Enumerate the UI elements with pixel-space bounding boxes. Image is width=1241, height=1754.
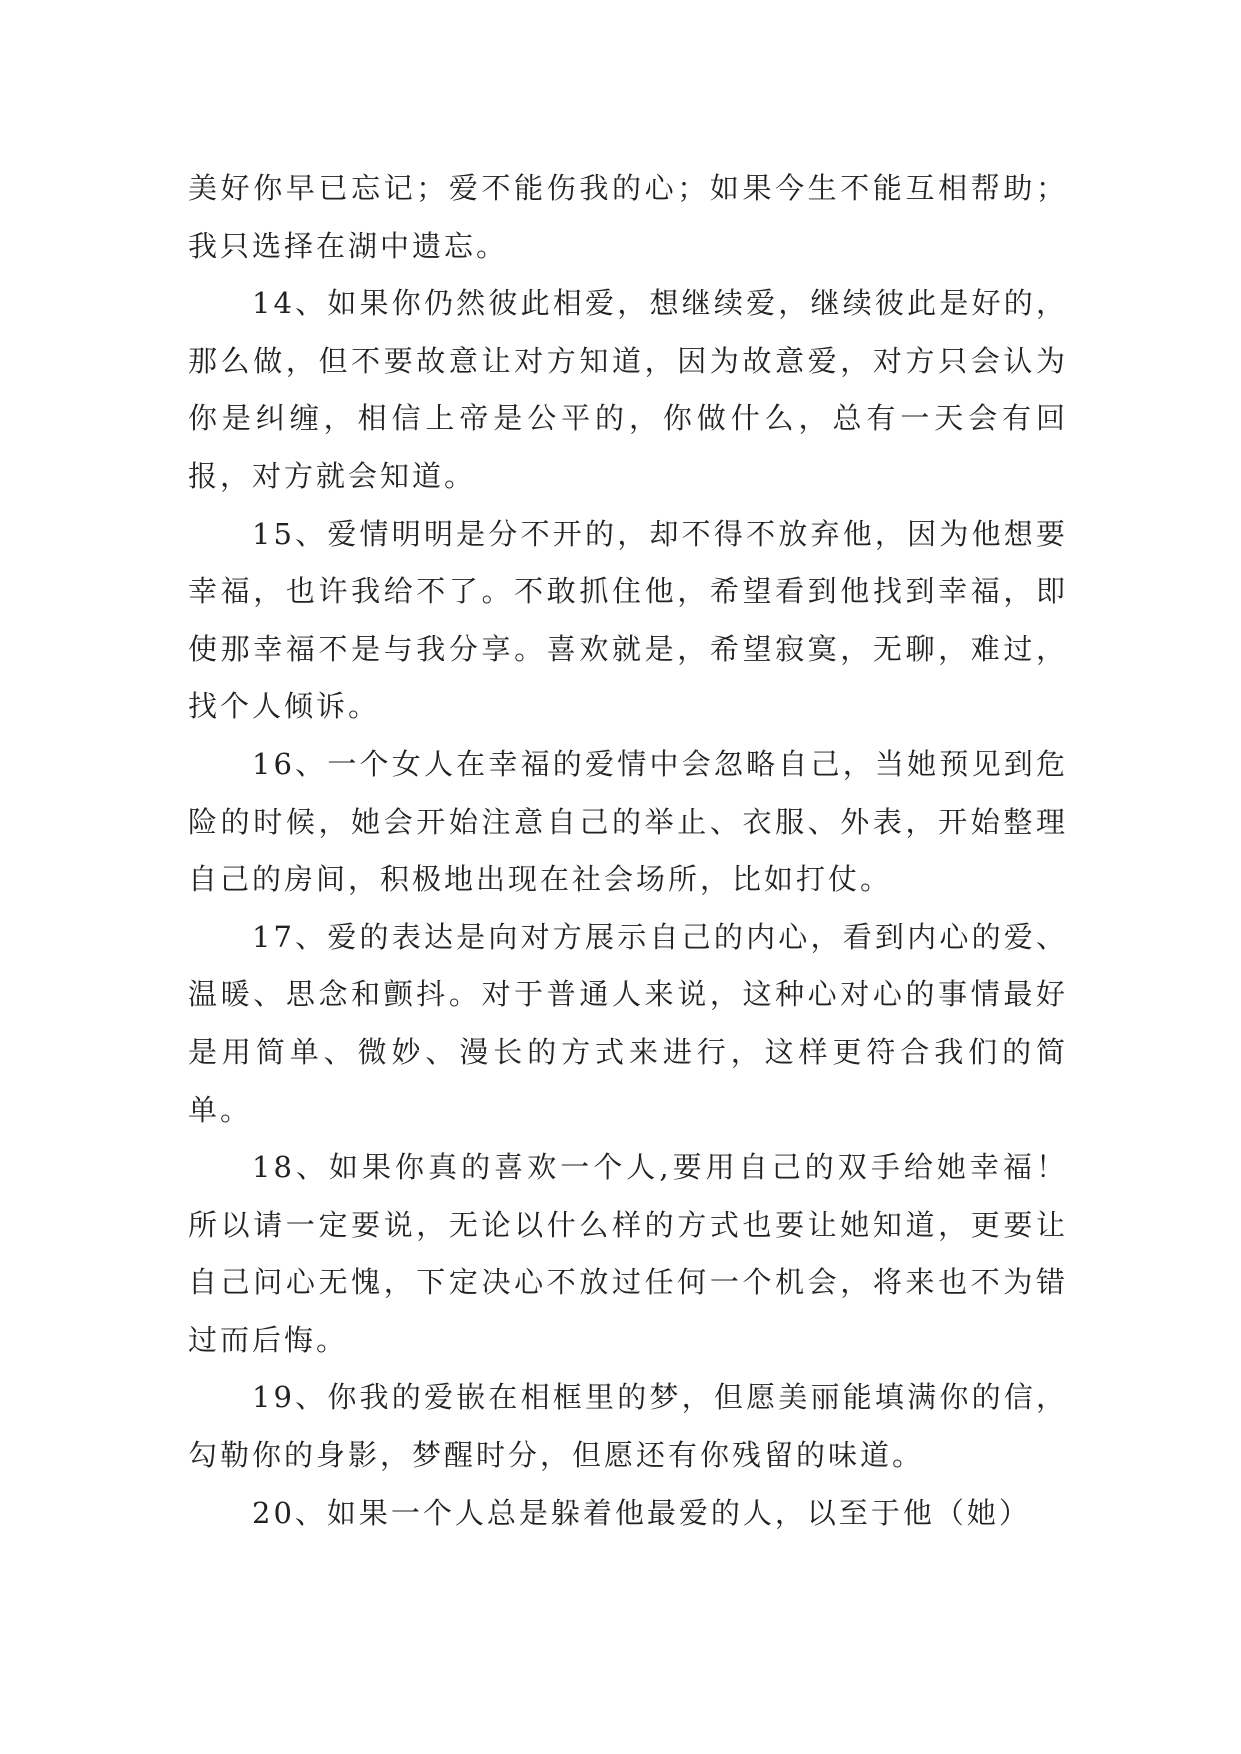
paragraph: 19、你我的爱嵌在相框里的梦，但愿美丽能填满你的信，勾勒你的身影，梦醒时分，但愿还有你残留的味道。	[188, 1380, 1068, 1473]
paragraph: 17、爱的表达是向对方展示自己的内心，看到内心的爱、温暖、思念和颤抖。对于普通人来说，这种心对心的事情最好是用简单、微妙、漫长的方式来进行，这样更符合我们的简单。	[188, 919, 1068, 1127]
paragraph: 15、爱情明明是分不开的，却不得不放弃他，因为他想要幸福，也许我给不了。不敢抓住他，希望看到他找到幸福，即使那幸福不是与我分享。喜欢就是，希望寂寞，无聊，难过，找个人倾诉。	[188, 516, 1068, 724]
paragraph: 20、如果一个人总是躲着他最爱的人，以至于他（她）	[252, 1495, 1031, 1530]
document-body	[188, 160, 1068, 1542]
paragraph: 16、一个女人在幸福的爱情中会忽略自己，当她预见到危险的时候，她会开始注意自己的举止、衣服、外表，开始整理自己的房间，积极地出现在社会场所，比如打仗。	[188, 746, 1068, 897]
paragraph: 14、如果你仍然彼此相爱，想继续爱，继续彼此是好的，那么做，但不要故意让对方知道，因为故意爱，对方只会认为你是纠缠，相信上帝是公平的，你做什么，总有一天会有回报，对方就会知道。	[188, 286, 1068, 493]
paragraph: 18、如果你真的喜欢一个人,要用自己的双手给她幸福！所以请一定要说，无论以什么样的方式也要让她知道，更要让自己问心无愧，下定决心不放过任何一个机会，将来也不为错过而后悔。	[188, 1150, 1068, 1357]
paragraph: 美好你早已忘记；爱不能伤我的心；如果今生不能互相帮助；我只选择在湖中遗忘。	[188, 171, 1068, 263]
